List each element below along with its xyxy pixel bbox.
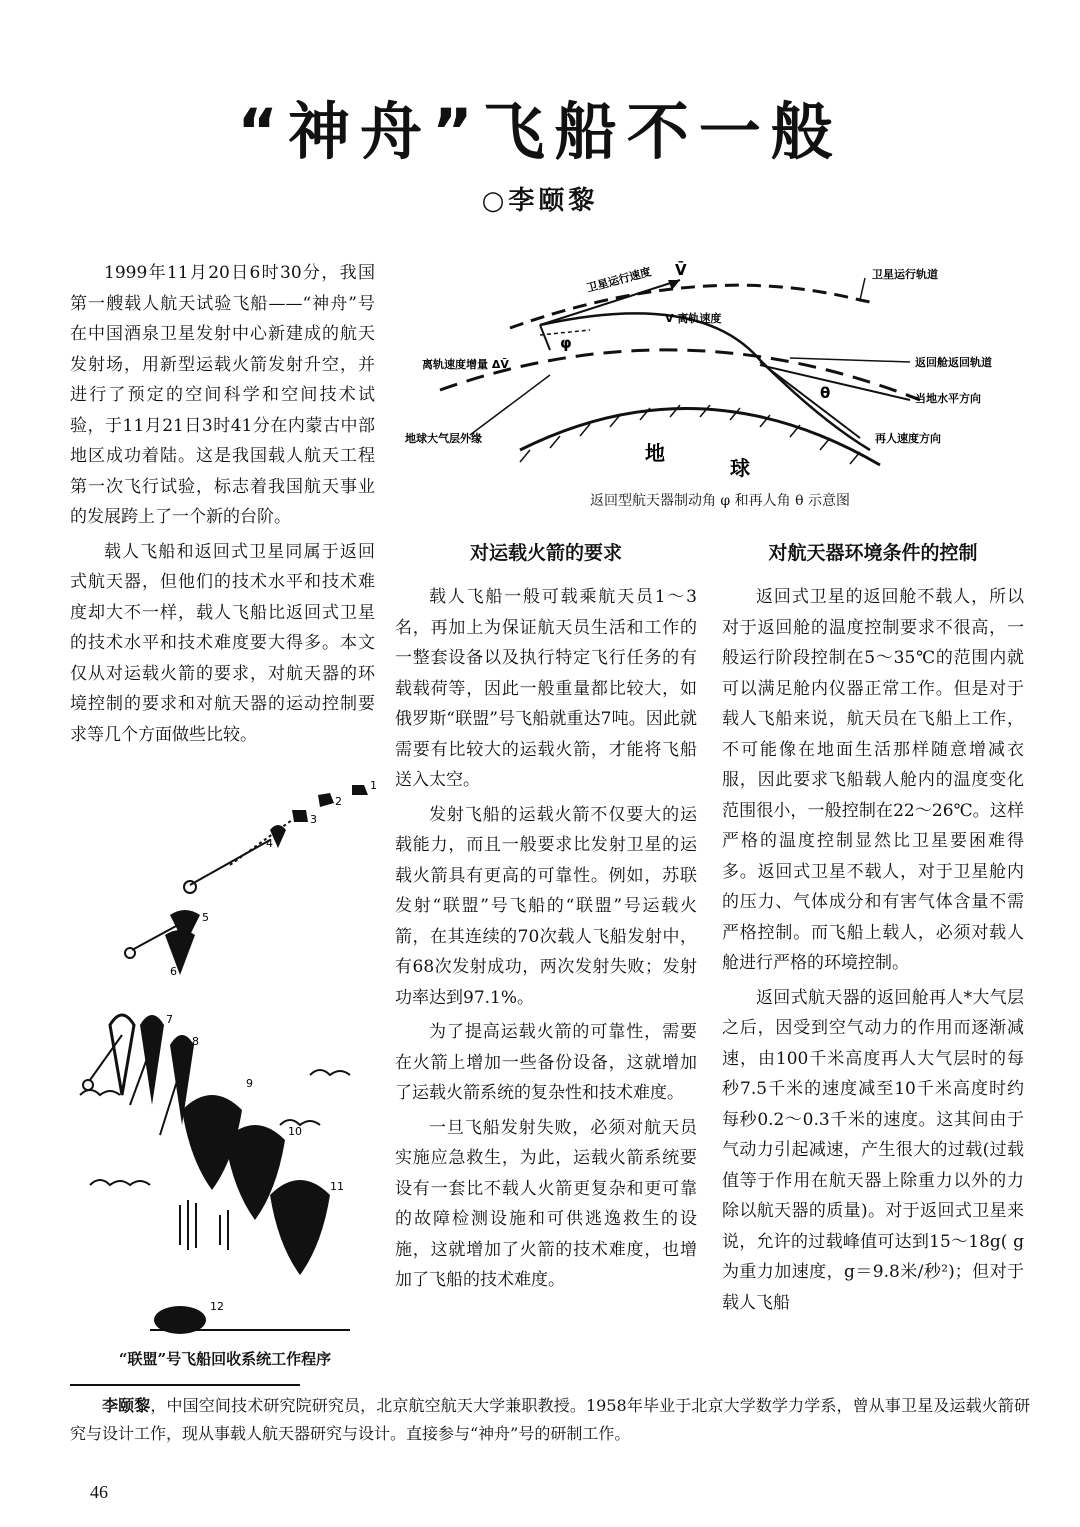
bio-text: ，中国空间技术研究院研究员，北京航空航天大学兼职教授。1958年毕业于北京大学数学力学系，曾从事卫星及运载火箭研究与设计工作，现从事载人航天器研究与设计。直接参与“神舟”号的研制工作。	[70, 1396, 1030, 1443]
recovery-illustration-caption: “联盟”号飞船回收系统工作程序	[118, 1350, 332, 1368]
env-paragraph: 返回式卫星的返回舱不载人，所以对于返回舱的温度控制要求不很高，一般运行阶段控制在5～35℃的范围内就可以满足舱内仪器正常工作。但是对于载人飞船来说，航天员在飞船上工作，不可能像在地面生活那样随意增减衣服，因此要求飞船载人舱内的温度变化范围很小，一般控制在22～26℃。这样严格的温度控制显然比卫星要困难得多。返回式卫星不载人，对于卫星舱内的压力、气体成分和有害气体含量不需严格控制。而飞船上载人，必须对载人舱进行严格的环境控制。	[722, 587, 1024, 973]
reentry-angle-diagram	[400, 250, 1040, 482]
article-title: “神舟”飞船不一般	[237, 95, 843, 168]
atmosphere-pointer	[470, 375, 550, 435]
phi-label: φ	[560, 334, 572, 352]
intro-paragraph: 载人飞船和返回式卫星同属于返回式航天器，但他们的技术水平和技术难度却大不一样，载人飞船比返回式卫星的技术水平和技术难度要大得多。本文仅从对运载火箭的要求，对航天器的环境控制的要求和对航天器的运动控制要求等几个方面做些比较。	[70, 541, 375, 745]
page-number: 46	[90, 1482, 108, 1502]
article-author: ○李颐黎	[481, 186, 599, 216]
cloud-mark	[310, 1070, 350, 1075]
env-section-column	[722, 582, 1024, 1322]
author-bio	[70, 1392, 1030, 1448]
step-number: 9	[246, 1077, 253, 1090]
theta-label: θ	[820, 384, 831, 402]
earth-hatching	[520, 405, 860, 464]
step-number: 8	[192, 1035, 199, 1048]
rocket-paragraph: 发射飞船的运载火箭不仅要大的运载能力，而且一般要求比发射卫星的运载火箭具有更高的可靠性。例如，苏联发射“联盟”号飞船的“联盟”号运载火箭，在其连续的70次载人飞船发射中，有68次发射成功，两次发射失败；发射功率达到97.1%。	[395, 804, 697, 1008]
cloud-mark	[90, 1180, 150, 1185]
earth-label-right: 球	[730, 456, 750, 480]
reentry-diagram-caption: 返回型航天器制动角 φ 和再人角 θ 示意图	[589, 493, 851, 509]
tether-line	[190, 840, 270, 885]
cloud-mark	[80, 1090, 120, 1095]
rocket-paragraph: 为了提高运载火箭的可靠性，需要在火箭上增加一些备份设备，这就增加了运载火箭系统的复杂性和技术难度。	[395, 1022, 697, 1103]
recovery-sequence-illustration	[70, 775, 380, 1350]
step-number: 1	[370, 779, 377, 792]
return-trajectory-line	[540, 313, 870, 450]
capsule-mark	[318, 793, 334, 807]
rocket-paragraph: 一旦飞船发射失败，必须对航天员实施应急救生，为此，运载火箭系统要设有一套比不载人火箭更复杂和更可靠的故障检测设施和可供逃逸救生的设施，这就增加了火箭的技术难度，也增加了飞船的技术难度。	[395, 1117, 697, 1290]
capsule-mark	[83, 1080, 93, 1090]
reentry-dir-label: 再人速度方向	[875, 432, 941, 445]
delta-v-vector	[540, 325, 550, 350]
intro-paragraph: 1999年11月20日6时30分，我国第一艘载人航天试验飞船——“神舟”号在中国酒泉卫星发射中心新建成的航天发射场，用新型运载火箭发射升空，并进行了预定的空间科学和空间技术试验，于11月21日3时41分在内蒙古中部地区成功着陆。这是我国载人航天工程第一次飞行试验，标志着我国航天事业的发展跨上了一个新的台阶。	[70, 263, 375, 527]
reefed-chute	[140, 1015, 164, 1105]
main-parachute	[270, 1180, 330, 1275]
capsule-mark	[292, 810, 308, 822]
atmosphere-edge-line	[440, 350, 920, 400]
local-horizontal-label: 当地水平方向	[915, 392, 981, 405]
return-orbit-label: 返回舱返回轨道	[915, 356, 992, 369]
delta-v-label: 离轨速度增量 ΔV̄	[422, 358, 509, 371]
rocket-section-heading: 对运载火箭的要求	[469, 542, 622, 564]
sat-velocity-label: 卫星运行速度	[585, 265, 653, 295]
step-number: 5	[202, 911, 209, 924]
step-number: 7	[166, 1013, 173, 1026]
step-number: 2	[335, 795, 342, 808]
capsule-mark	[125, 948, 135, 958]
reefed-chute	[110, 1015, 134, 1095]
intro-column	[70, 258, 375, 754]
atmosphere-label: 地球大气层外缘	[405, 432, 482, 445]
step-number: 10	[288, 1125, 302, 1138]
env-section-heading: 对航天器环境条件的控制	[768, 542, 978, 564]
step-number: 4	[266, 837, 273, 850]
capsule-mark	[352, 785, 368, 795]
capsule-mark	[184, 881, 196, 893]
v-vector-label: V̄	[675, 261, 687, 279]
step-number: 6	[170, 965, 177, 978]
v-after-label: V 离轨速度	[665, 312, 722, 325]
orbit-label-pointer	[860, 278, 865, 300]
bio-author-name: 李颐黎	[102, 1396, 151, 1415]
blast-lines	[180, 1200, 228, 1250]
sat-orbit-label: 卫星运行轨道	[872, 268, 938, 281]
reentry-direction-line	[760, 362, 860, 438]
step-number: 12	[210, 1300, 224, 1313]
earth-label-left: 地	[645, 441, 665, 465]
step-number: 3	[310, 813, 317, 826]
rocket-paragraph: 载人飞船一般可载乘航天员1～3名，再加上为保证航天员生活和工作的一整套设备以及执行特定飞行任务的有载载荷等，因此一般重量都比较大，如俄罗斯“联盟”号飞船就重达7吨。因此就需要有比较大的运载火箭，才能将飞船送入太空。	[395, 587, 697, 790]
step-number: 11	[330, 1180, 344, 1193]
footnote-rule	[70, 1384, 300, 1386]
return-orbit-pointer	[790, 358, 910, 362]
rocket-section-column	[395, 582, 697, 1300]
env-paragraph: 返回式航天器的返回舱再人*大气层之后，因受到空气动力的作用而逐渐减速，由100千米高度再人大气层时的每秒7.5千米的速度减至10千米高度时约每秒0.2～0.3千米的速度。这其间由于气动力引起减速，产生很大的过载(过载值等于作用在航天器上除重力以外的力除以航天器的质量)。对于返回式卫星来说，允许的过载峰值可达到15～18g( g为重力加速度，g＝9.8米/秒²)；但对于载人飞船	[722, 987, 1024, 1313]
